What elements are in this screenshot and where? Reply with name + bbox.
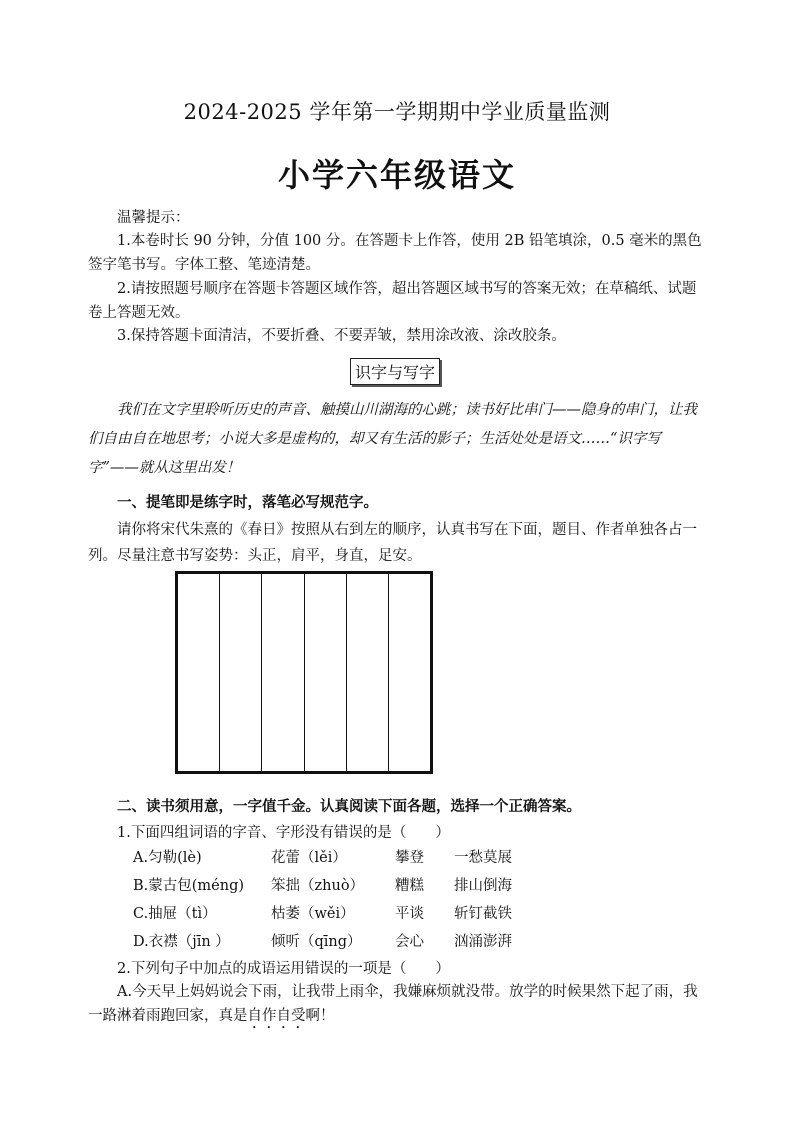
note-item: 3.保持答题卡面清洁，不要折叠、不要弄皱，禁用涂改液、涂改胶条。 xyxy=(117,328,566,344)
question-1-stem: 1.下面四组词语的字音、字形没有错误的是（ ） xyxy=(117,825,450,841)
q1-option-d[interactable] xyxy=(133,930,693,954)
option-word: D.衣襟（jīn ） xyxy=(133,934,230,950)
option-word: A.匀勒(lè) xyxy=(133,850,202,866)
option-word: 平谈 xyxy=(395,906,424,922)
q1-option-c[interactable] xyxy=(133,902,693,926)
q2-option-a-text: A.今天早上妈妈说会下雨，让我带上雨伞，我嫌麻烦就没带。放学的时候果然下起了雨，我一路淋着雨跑回家，真是 xyxy=(88,984,698,1024)
part2-heading: 二、读书须用意，一字值千金。认真阅读下面各题，选择一个正确答案。 xyxy=(117,799,581,815)
writing-grid-column[interactable] xyxy=(389,574,430,771)
writing-grid-column[interactable] xyxy=(262,574,304,771)
part1-instruction: 请你将宋代朱熹的《春日》按照从右到左的顺序，认真书写在下面，题目、作者单独各占一列。尽量注意书写姿势：头正，肩平，身直，足安。 xyxy=(88,522,697,564)
option-word: 倾听（qīng） xyxy=(271,934,362,950)
option-word: 糟糕 xyxy=(395,878,424,894)
option-word: B.蒙古包(méng) xyxy=(133,878,245,894)
question-2-stem: 2.下列句子中加点的成语运用错误的一项是（ ） xyxy=(117,961,450,977)
q1-option-b[interactable] xyxy=(133,874,693,898)
writing-grid-column[interactable] xyxy=(220,574,262,771)
option-word: C.抽屉（tì） xyxy=(133,906,217,922)
q1-option-a[interactable] xyxy=(133,846,693,870)
note-item: 1.本卷时长 90 分钟，分值 100 分。在答题卡上作答，使用 2B 铅笔填涂，0.5 毫米的黑色签字笔书写。字体工整、笔迹清楚。 xyxy=(88,233,702,273)
part1-heading: 一、提笔即是练字时，落笔必写规范字。 xyxy=(117,495,378,511)
writing-grid[interactable] xyxy=(175,571,433,774)
option-word: 攀登 xyxy=(395,850,424,866)
option-word: 汹涌澎湃 xyxy=(454,934,512,950)
option-word: 一愁莫展 xyxy=(454,850,512,866)
option-word: 会心 xyxy=(395,934,424,950)
option-word: 排山倒海 xyxy=(454,878,512,894)
option-word: 花蕾（lěi） xyxy=(271,850,347,866)
exam-title: 2024-2025 学年第一学期期中学业质量监测 xyxy=(183,100,611,124)
section-intro: 我们在文字里聆听历史的声音、触摸山川湖海的心跳；读书好比串门——隐身的串门，让我们自由自在地思考；小说大多是虚构的，却又有生活的影子；生活处处是语文……“识字写字”——就从这里出发！ xyxy=(88,402,697,476)
writing-grid-column[interactable] xyxy=(347,574,389,771)
subject-title: 小学六年级语文 xyxy=(277,156,516,194)
section-label-box: 识字与写字 xyxy=(350,358,440,385)
writing-grid-column[interactable] xyxy=(305,574,347,771)
writing-grid-column[interactable] xyxy=(178,574,220,771)
note-item: 2.请按照题号顺序在答题卡答题区域作答，超出答题区域书写的答案无效；在草稿纸、试题卷上答题无效。 xyxy=(88,281,697,321)
notes-label: 温馨提示： xyxy=(117,210,190,226)
option-word: 斩钉截铁 xyxy=(454,906,512,922)
q2-option-a[interactable] xyxy=(88,980,708,1032)
option-word: 枯萎（wěi） xyxy=(271,906,355,922)
q2-option-a-tail: 啊！ xyxy=(305,1008,335,1024)
q2-option-a-idiom: 自作自受 xyxy=(247,1008,306,1024)
option-word: 笨拙（zhuò） xyxy=(271,878,365,894)
